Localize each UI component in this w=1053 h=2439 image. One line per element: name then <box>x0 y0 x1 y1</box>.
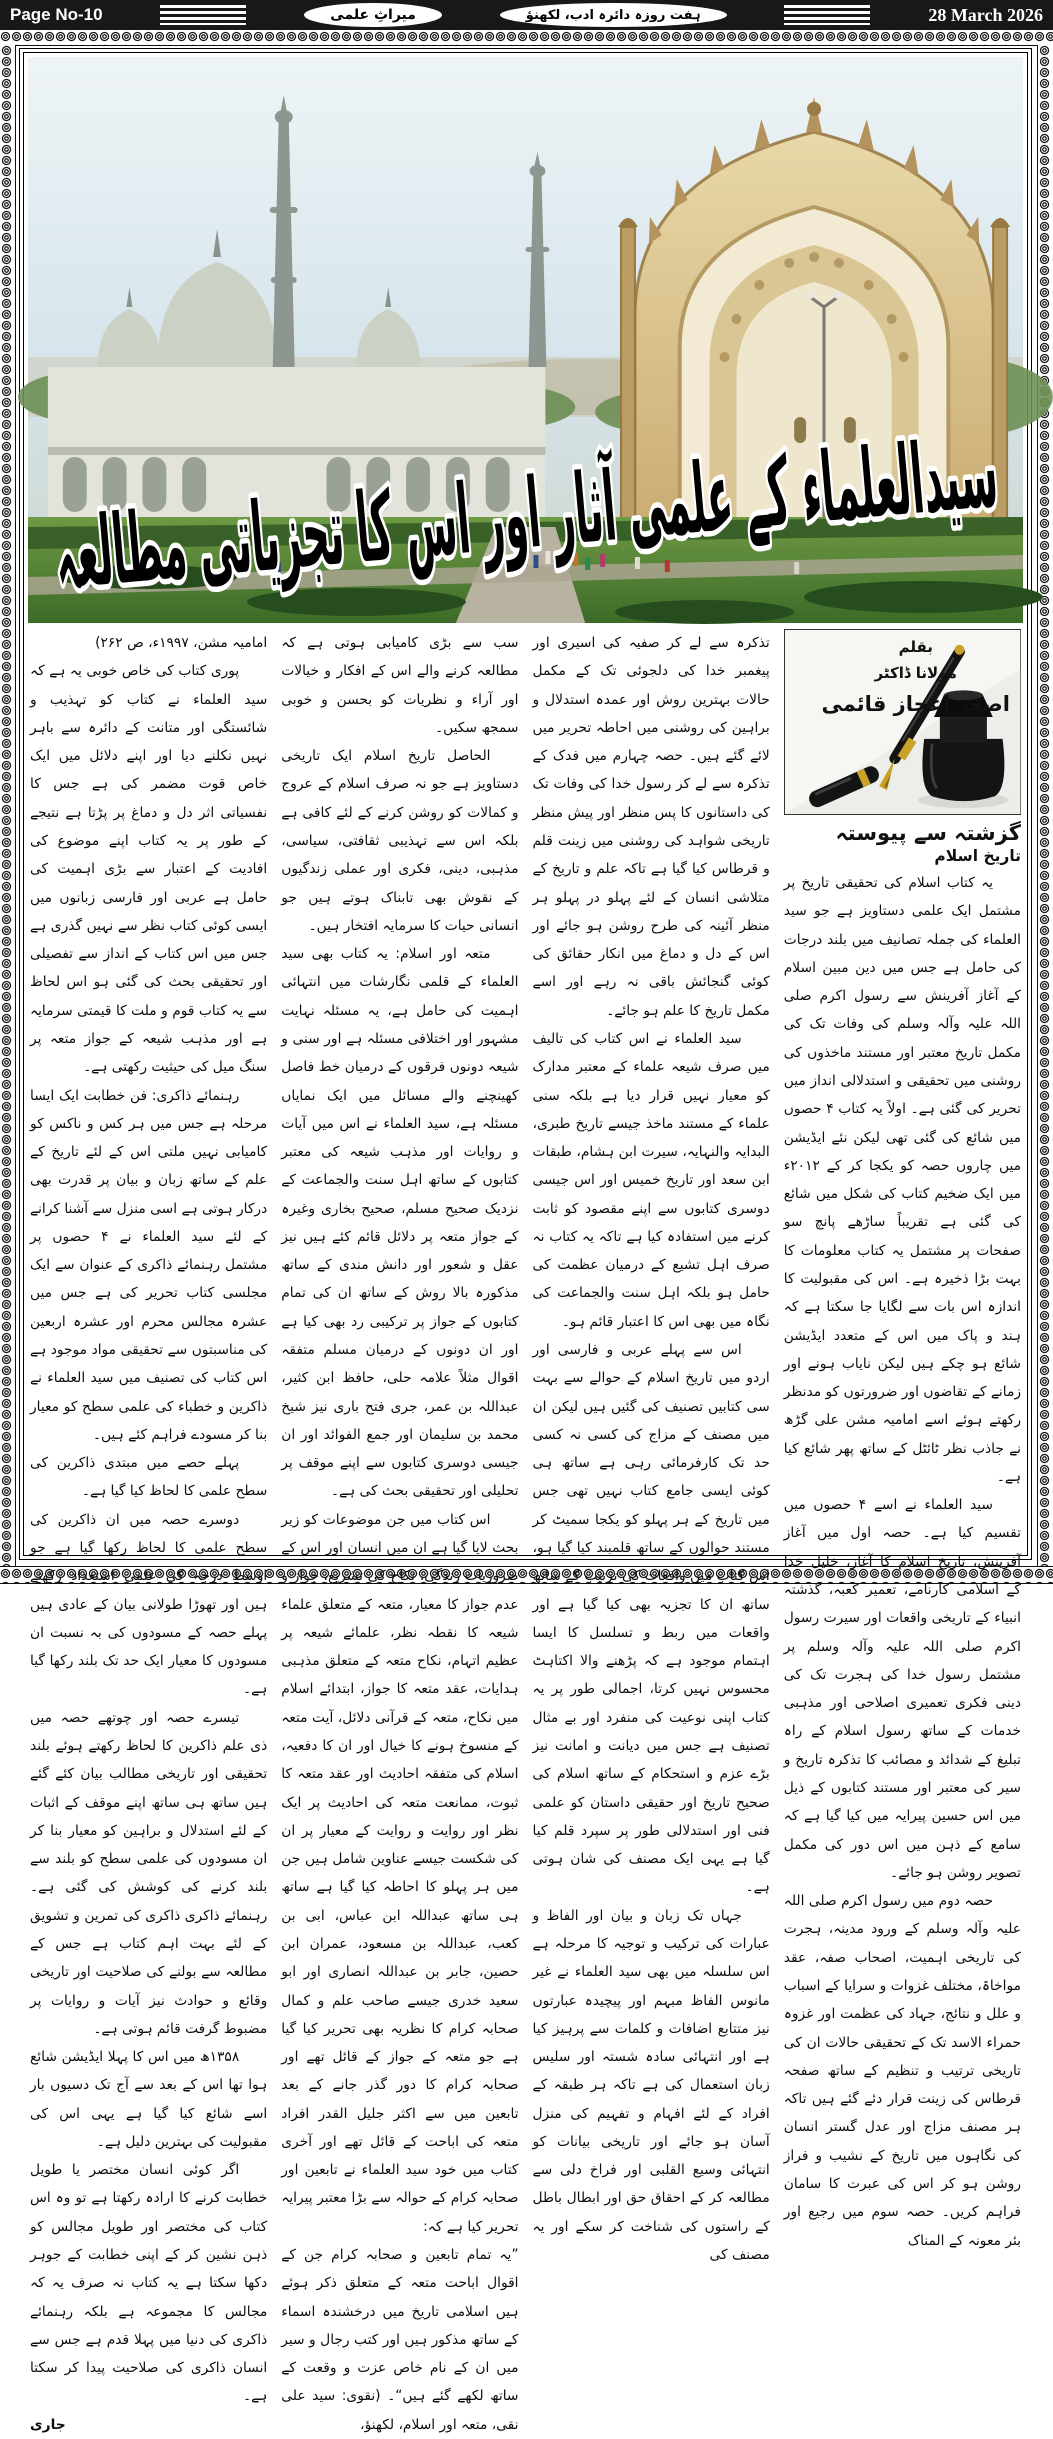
column-2 <box>532 629 770 2264</box>
paragraph: ”یہ تمام تابعین و صحابہ کرام جن کے اقوال اباحت متعہ کے متعلق ذکر ہوئے ہیں اسلامی تاریخ میں درخشندہ اسماء کے ساتھ مذکور ہیں اور کتب رجال و سیر میں ان کے نام خاص عزت و وقعت کے ساتھ لکھے گئے ہیں“۔ (نقوی: سید علی نقی، متعہ اور اسلام، لکھنؤ، <box>281 2247 519 2433</box>
paragraph: ۱۳۵۸ھ میں اس کا پہلا ایڈیشن شائع ہوا تھا اس کے بعد سے آج تک دسیوں بار اسے شائع کیا گیا ہے یہی اس کی مقبولیت کی بہترین دلیل ہے۔ <box>30 2049 268 2150</box>
issue-date: 28 March 2026 <box>928 4 1043 25</box>
author-name: اصغر اعجاز قائمی <box>821 692 1010 716</box>
reference-line: امامیہ مشن، ۱۹۹۷ء، ص ۲۶۲) <box>95 635 268 651</box>
paragraph: اگر کوئی انسان مختصر یا طویل خطابت کرنے کا ارادہ رکھتا ہے تو وہ اس کتاب کی مختصر اور طویل مجالس کو ذہن نشین کر کے اپنی خطابت کے جوہر دکھا سکتا ہے یہ کتاب نہ صرف یہ کہ مجالس کا مجموعہ ہے بلکہ رہنمائے ذاکری کی دنیا میں پہلا قدم ہے جس سے انسان ذاکری کی صلاحیت پیدا کر سکتا ہے۔ <box>30 2162 268 2405</box>
paragraph: دوسرے حصہ میں ان ذاکرین کی سطح علمی کا لحاظ رکھا گیا ہے جو اوسط درجہ کی علمی استعداد رکھتے ہیں اور تھوڑا طولانی بیان کے عادی ہیں پہلے حصہ کے مسودوں کی بہ نسبت ان مسودوں کا معیار ایک حد تک بلند رکھا گیا ہے۔ <box>30 1511 268 1698</box>
continued-marker: جاری <box>30 2416 66 2433</box>
paragraph: سید العلماء نے اسے ۴ حصوں میں تقسیم کیا ہے۔ حصہ اول میں آغاز آفرینش، تاریخ اسلام کا آغاز، خلیل خدا کے اسلامی کارنامے، تعمیر کعبہ، گذشتہ انبیاء کے تاریخی واقعات اور سیرت رسول اکرم صلی اللہ علیہ وآلہ وسلم پر مشتمل رسول خدا کی ہجرت تک کی دینی فکری تعمیری اصلاحی اور مذہبی خدمات کے ساتھ رسول اسلام کے راہ تبلیغ کے شدائد و مصائب کا تذکرہ تاریخ و سیر کی معتبر اور مستند کتابوں کے ذیل میں اس حسین پیرایہ میں کیا گیا ہے کہ سامع کے ذہن میں اس دور کی مکمل تصویر روشن ہو جائے۔ <box>783 1497 1021 1881</box>
book-title-heading: تاریخ اسلام <box>934 847 1021 865</box>
paragraph: الحاصل تاریخ اسلام ایک تاریخی دستاویز ہے جو نہ صرف اسلام کے عروج و کمالات کو روشن کرنے کے لئے کافی ہے بلکہ اس سے تہذیبی ثقافتی، سیاسی، مذہبی، دینی، فکری اور عملی زندگیوں کے نقوش بھی تابناک ہوتے ہیں جو انسانی حیات کا سرمایہ افتخار ہیں۔ <box>281 748 519 934</box>
byline-label: بقلم <box>898 638 933 656</box>
paragraph: تذکرہ سے لے کر صفیہ کی اسیری اور پیغمبر خدا کی دلجوئی تک کے مکمل حالات بہترین روش اور عمدہ استدلال و براہین کی روشنی میں احاطہ تحریر میں لائے گئے ہیں۔ حصہ چہارم میں فدک کے تذکرہ سے لے کر رسول خدا کی وفات تک کی داستانوں کا پس منظر اور پیش منظر تاریخی شواہد کی روشنی میں زینت قلم و قرطاس کیا گیا ہے تاکہ علم و تاریخ کے متلاشی انسان کے لئے پہلو در پہلو ہر منظر آئینہ کی طرح روشن ہو جائے اور اس کے دل و دماغ میں انکار حقائق کی کوئی گنجائش باقی نہ رہے اور اسے مکمل تاریخ کا علم ہو جائے۔ <box>532 635 770 1019</box>
beaded-border-top <box>0 30 1053 46</box>
column-1 <box>783 629 1022 2249</box>
paragraph: تیسرے حصہ اور چوتھے حصہ میں ذی علم ذاکرین کا لحاظ رکھتے ہوئے بلند تحقیقی اور تاریخی مطالب بیان کئے گئے ہیں ساتھ ہی ساتھ اپنے موقف کے اثبات کے لئے استدلال و براہین کو معیار بنا کر ان مسودوں کی علمی سطح کو بلند سے بلند کرنے کی کوشش کی گئی ہے۔ رہنمائے ذاکری ذاکری کی تمرین و تشویق کے لئے بہت اہم کتاب ہے جس کے مطالعہ سے بولنے کی صلاحیت اور تاریخی وقائع و حوادث نیز آیات و روایات پر مضبوط گرفت قائم ہوتی ہے۔ <box>30 1709 268 2037</box>
author-box <box>784 629 1021 815</box>
page-frame <box>19 48 1032 2433</box>
paragraph: یہ کتاب اسلام کی تحقیقی تاریخ پر مشتمل ایک علمی دستاویز ہے جو سید العلماء کی جملہ تصانیف میں بلند درجات کی حامل ہے جس میں دین مبین اسلام کے آغاز آفرینش سے رسول اکرم صلی اللہ علیہ وآلہ وسلم کی وفات تک کی مکمل تاریخ معتبر اور مستند ماخذوں کی روشنی میں تحقیقی و استدلالی انداز میں تحریر کی گئی ہے۔ اولاً یہ کتاب ۴ حصوں میں شائع کی گئی تھی لیکن نئے ایڈیشن میں چاروں حصہ کو یکجا کر کے ۲۰۱۲ء میں ایک ضخیم کتاب کی شکل میں شائع کی گئی ہے تقریباً ساڑھے پانچ سو صفحات پر مشتمل یہ کتاب معلومات کا بہت بڑا ذخیرہ ہے۔ اس کی مقبولیت کا اندازہ اس بات سے لگایا جا سکتا ہے کہ ہند و پاک میں اس کے متعدد ایڈیشن شائع ہو چکے ہیں لیکن نایاب ہونے اور زمانے کے تقاضوں اور ضرورتوں کو مدنظر رکھتے ہوئے اسے امامیہ مشن علی گڑھ نے جاذب نظر ٹائٹل کے ساتھ پھر شائع کیا ہے۔ <box>783 875 1022 1485</box>
paragraph: حصہ دوم میں رسول اکرم صلی اللہ علیہ وآلہ وسلم کے ورود مدینہ، ہجرت کی تاریخی اہمیت، اصحاب صفہ، عقد مواخاۃ، مختلف غزوات و سرایا کے اسباب و علل و نتائج، جہاد کی عظمت اور غزوہ حمراء الاسد تک کے تحقیقی حالات ان کی تاریخی ترتیب و تنظیم کے ساتھ صفحہ قرطاس کی زینت قرار دئے گئے ہیں تاکہ ہر مصنف مزاج اور عدل گستر انسان کی نگاہوں میں تاریخ کے نشیب و فراز روشن ہو کر اس کی عبرت کا سامان فراہم کریں۔ حصہ سوم میں رجیع اور بئر معونہ کے المناک <box>783 1893 1021 2249</box>
section-oval: میراثِ علمی <box>304 3 442 27</box>
paragraph: اس سے پہلے عربی و فارسی اور اردو میں تاریخ اسلام کے حوالے سے بہت سی کتابیں تصنیف کی گئیں ہیں لیکن ان میں مصنف کے مزاج کی کسی نہ کسی حد تک کارفرمائی رہی ہے ساتھ ہی کوئی ایسی جامع کتاب نہیں تھی جس میں تاریخ کے ہر پہلو کو یکجا سمیٹ کر مستند حوالوں کے ساتھ قلمبند کیا گیا ہو، اس کتاب میں واقعات کی ترتیب کے ساتھ ساتھ ان کا تجزیہ بھی کیا گیا ہے اور واقعات میں ربط و تسلسل کا ایسا اہتمام موجود ہے کہ پڑھنے والا اکتاہٹ محسوس نہیں کرتا، اجمالی طور پر یہ کتاب اپنی نوعیت کی منفرد اور بے مثال تصنیف ہے جس میں دیانت و امانت نیز بڑے عزم و استحکام کے ساتھ اسلام کی صحیح تاریخ اور حقیقی داستان کو علمی فنی اور استدلالی طور پر سپرد قلم کیا گیا ہے یہی ایک مصنف کی شان ہوتی ہے۔ <box>532 1342 770 1896</box>
column-3 <box>281 629 519 2433</box>
photo-illustration <box>28 57 1023 623</box>
paragraph: متعہ اور اسلام: یہ کتاب بھی سید العلماء کے قلمی نگارشات میں انتہائی اہمیت کی حامل ہے، یہ مسئلہ نہایت مشہور اور اختلافی مسئلہ ہے اور سنی و شیعہ دونوں فرقوں کے درمیان خط فاصل کھینچنے والے مسائل میں ایک نمایاں مسئلہ ہے، سید العلماء نے اس میں آیات و روایات اور مذہب شیعہ کی معتبر کتابوں کے ساتھ اہل سنت والجماعت کے نزدیک صحیح مسلم، صحیح بخاری وغیرہ کے جواز متعہ پر دلائل قائم کئے ہیں نیز عقل و شعور اور دانش مندی کے ساتھ مذکورہ بالا روش کے ساتھ ان کی تمام کتابوں کے جواز پر ترکیبی رد بھی کیا ہے اور ان دونوں کے درمیان مسلم متفقہ اقوال مثلاً علامہ حلی، حافظ ابن کثیر، عبداللہ بن عمر، جری فتح باری نیز شیخ محمد بن سلیمان اور جمع الفوائد اور ان جیسی دوسری کتابوں سے اپنے موقف پر تحلیلی اور تحقیقی بحث کی ہے۔ <box>281 946 519 1500</box>
beaded-border-left <box>0 45 16 1582</box>
author-title: مولانا ڈاکٹر <box>874 664 957 682</box>
column-4 <box>30 629 268 2433</box>
rule-lines-icon <box>160 5 246 25</box>
rule-lines-icon <box>784 5 870 25</box>
paragraph: سید العلماء نے اس کتاب کی تالیف میں صرف شیعہ علماء کے معتبر مدارک کو معیار نہیں قرار دیا ہے بلکہ سنی علماء کے مستند ماخذ جیسے تاریخ طبری، البدایہ والنہایہ، سیرت ابن ہشام، طبقات ابن سعد اور تاریخ خمیس اور اس جیسی دوسری کتابوں سے اپنے مقصود کو ثابت کرنے میں استفادہ کیا ہے تاکہ یہ کتاب نہ صرف اہل تشیع کے درمیان عظمت کی حامل ہو بلکہ اہل سنت والجماعت کی نگاہ میں بھی اس کا اعتبار قائم ہو۔ <box>532 1030 770 1330</box>
byline-block <box>821 638 1010 716</box>
paper-name-oval: ہفت روزہ دائرہ ادب، لکھنؤ <box>500 3 727 27</box>
paragraph: رہنمائے ذاکری: فن خطابت ایک ایسا مرحلہ ہے جس میں ہر کس و ناکس کو کامیابی نہیں ملتی اس کے لئے تاریخ کے علم کے ساتھ زبان و بیان پر قدرت بھی درکار ہوتی ہے اسی منزل سے آشنا کرانے کے لئے سید العلماء نے ۴ حصوں پر مشتمل رہنمائے ذاکری کے عنوان سے ایک مجلسی کتاب تحریر کی ہے جس میں عشرہ مجالس محرم اور عشرہ اربعین کی مناسبتوں سے تحقیقی مواد موجود ہے اس کتاب کی تصنیف میں سید العلماء نے ذاکرین و خطباء کی علمی سطح کو معیار بنا کر مسودے فراہم کئے ہیں۔ <box>30 1087 268 1443</box>
lead-photo-lucknow-monuments <box>28 57 1023 623</box>
beaded-border-right <box>1037 45 1053 1582</box>
continued-from-previous-label: گزشتہ سے پیوستہ <box>835 821 1021 845</box>
article-columns <box>28 629 1023 2433</box>
paragraph: جہاں تک زبان و بیان اور الفاظ و عبارات کی ترکیب و توجیہ کا مرحلہ ہے اس سلسلہ میں بھی سید العلماء نے غیر مانوس الفاظ مبہم اور پیچیدہ عبارتوں نیز متتابع اضافات و کلمات سے پرہیز کیا ہے اور انتہائی سادہ شستہ اور سلیس زبان استعمال کی ہے تاکہ ہر طبقہ کے افراد کے لئے افہام و تفہیم کی منزل آسان ہو جائے اور تاریخی بیانات کو انتہائی وسیع القلبی اور فراخ دلی سے مطالعہ کر کے احقاق حق اور ابطال باطل کے راستوں کی شناخت کر سکے اور یہ مصنف کی <box>532 1907 770 2264</box>
paragraph: پہلے حصے میں مبتدی ذاکرین کی سطح علمی کا لحاظ کیا گیا ہے۔ <box>30 1455 268 1500</box>
page-number: Page No-10 <box>10 5 103 24</box>
paragraph: پوری کتاب کی خاص خوبی یہ ہے کہ سید العلماء نے کتاب کو تہذیب و شائستگی اور متانت کے دائرہ سے باہر نہیں نکلنے دیا اور اپنے دلائل میں ایک خاص قوت مضمر کی ہے جس کا نفسیاتی اثر دل و دماغ پر پڑتا ہے نتیجے کے طور پر یہ کتاب اپنے موضوع کی افادیت کے اعتبار سے بڑی اہمیت کی حامل ہے عربی اور فارسی زبانوں میں ایسی کوئی کتاب نظر سے نہیں گذری ہے جس میں اس کتاب کے انداز سے تفصیلی اور تحقیقی بحث کی گئی ہو اس لحاظ سے یہ کتاب قوم و ملت کا قیمتی سرمایہ ہے اور مذہب شیعہ کے جواز متعہ پر سنگ میل کی حیثیت رکھتی ہے۔ <box>30 663 268 1076</box>
paragraph: سب سے بڑی کامیابی ہوتی ہے کہ مطالعہ کرنے والے اس کے افکار و خیالات اور آراء و نظریات کو بحسن و خوبی سمجھ سکیں۔ <box>281 635 519 736</box>
paragraph: اس کتاب میں جن موضوعات کو زیر بحث لایا گیا ہے ان میں انسان اور اس کے ضروریات زندگی، نکاح کی تشریع، جواز و عدم جواز کا معیار، متعہ کے متعلق علماء شیعہ کا نقطہ نظر، علمائے شیعہ پر عظیم اتہام، نکاح متعہ کے متعلق مذہبی ہدایات، عقد متعہ کا جواز، ابتدائے اسلام میں نکاح، متعہ کے قرآنی دلائل، آیت متعہ کے منسوخ ہونے کا خیال اور ان کا دفعیہ، اسلام کی متفقہ احادیث اور عقد متعہ کا ثبوت، ممانعت متعہ کی احادیث پر ایک نظر اور روایت و روایت کے معیار پر ان کی شکست جیسے عناوین شامل ہیں جن میں ہر پہلو کا احاطہ کیا گیا ہے ساتھ ہی ساتھ عبداللہ ابن عباس، ابی بن کعب، عبداللہ بن مسعود، عمران ابن حصین، جابر بن عبداللہ انصاری اور ابو سعید خدری جیسے صاحب علم و کمال صحابہ کرام کا نظریہ بھی تحریر کیا گیا ہے جو متعہ کے جواز کے قائل تھے اور صحابہ کرام کا دور گذر جانے کے بعد تابعین میں سے اکثر جلیل القدر افراد متعہ کی اباحت کے قائل تھے اور آخری کتاب میں خود سید العلماء نے تابعین اور صحابہ کرام کے حوالہ سے بڑا معتبر پیرایہ تحریر کیا ہے کہ: <box>281 1511 519 2235</box>
masthead-bar <box>0 0 1053 30</box>
